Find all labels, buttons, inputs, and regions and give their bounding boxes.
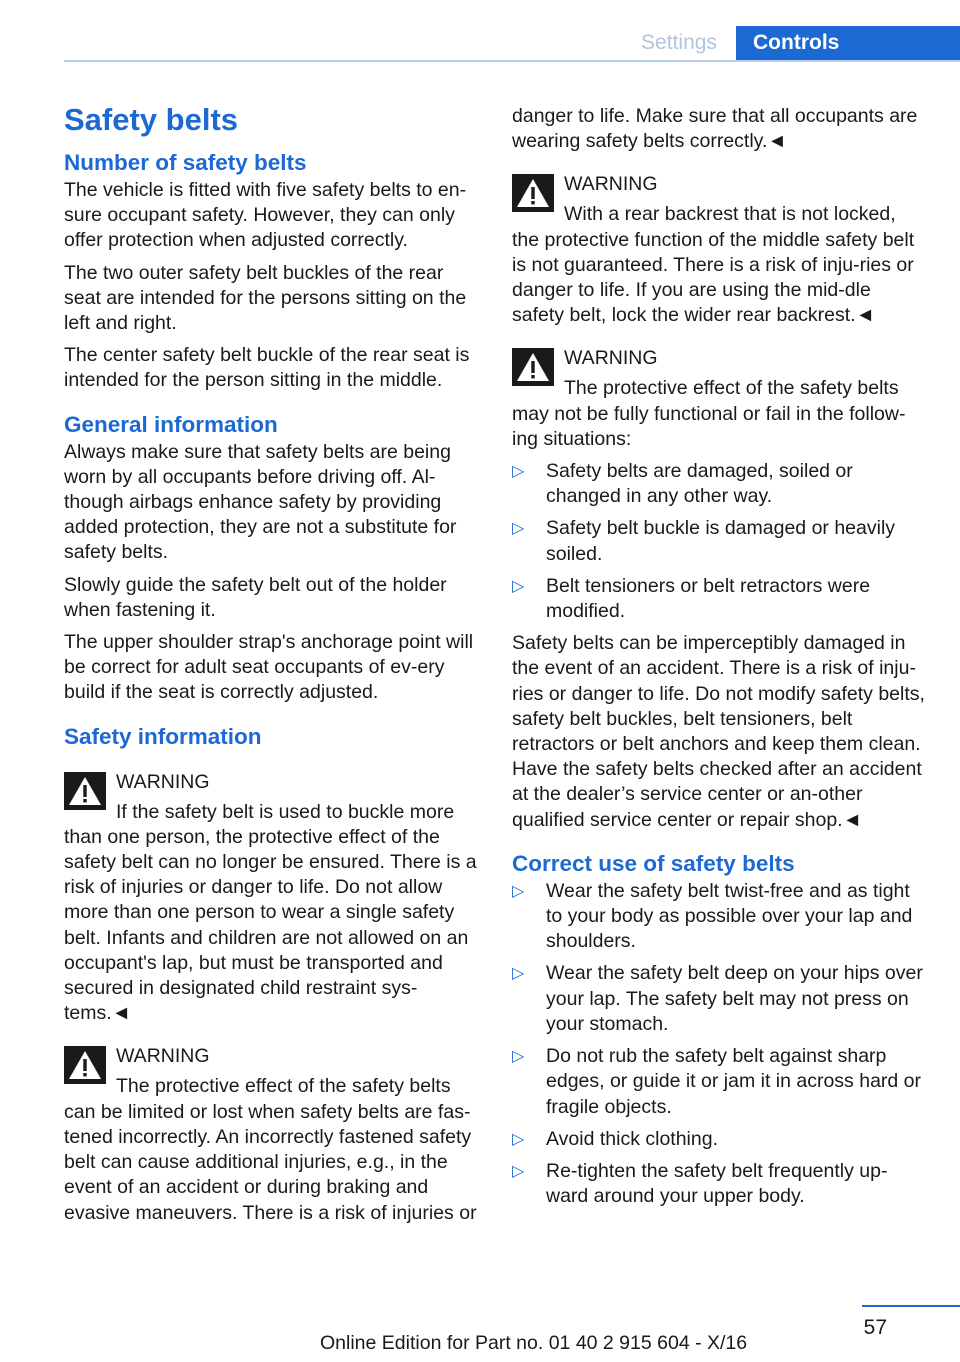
warning-label: WARNING	[116, 770, 210, 793]
warning-text: The protective effect of the safety belts may not be fully functional or fail in the follow‐ing situations:	[512, 377, 906, 450]
list-item: ▷ Safety belt buckle is damaged or heavily soiled.	[512, 517, 896, 565]
header-divider	[64, 60, 960, 62]
bullet-triangle-icon: ▷	[512, 520, 525, 538]
paragraph: The vehicle is fitted with five safety belts to en‐sure occupant safety. However, they can only offer protection when adjusted correctly.	[64, 179, 467, 252]
tab-settings[interactable]: Settings	[641, 31, 717, 54]
warning-label: WARNING	[116, 1045, 210, 1068]
warning-triangle-icon	[64, 1046, 106, 1084]
paragraph: The two outer safety belt buckles of the rear seat are intended for the persons sitting on the left and right.	[64, 261, 467, 335]
bullet-triangle-icon: ▷	[512, 1162, 525, 1180]
list-item: ▷ Wear the safety belt deep on your hips over your lap. The safety belt may not press on your stomach.	[512, 962, 923, 1035]
list-item: ▷ Safety belts are damaged, soiled or changed in any other way.	[512, 460, 853, 508]
warning-block	[64, 1042, 480, 1225]
paragraph: Slowly guide the safety belt out of the holder when fastening it.	[64, 573, 447, 621]
paragraph: Safety belts can be imperceptibly damaged in the event of an accident. There is a risk of inju‐ries or danger to life. Do not modify safety belts, safety belt buckles, belt tensioners, belt retractors or belt anchors and keep them clean. Have the safety belts checked after an accident at the dealer’s service center or an‐other qualified service center or repair shop.◄	[512, 632, 925, 831]
footer-edition-text: Online Edition for Part no. 01 40 2 915 604 - X/16	[320, 1332, 748, 1354]
paragraph: danger to life. Make sure that all occupants are wearing safety belts correctly.◄	[512, 105, 918, 153]
warning-text: The protective effect of the safety belts can be limited or lost when safety belts are fas‐tened incorrectly. An incorrectly fastened safety belt can cause additional injuries, e.g., in the event of an accident or during braking and evasive maneuvers. There is a risk of injuries or	[64, 1075, 477, 1224]
bullet-triangle-icon: ▷	[512, 882, 525, 900]
bullet-list-correct-use	[512, 879, 928, 1209]
section-heading-number-of-belts: Number of safety belts	[64, 150, 307, 175]
section-heading-general-information: General information	[64, 411, 278, 437]
warning-triangle-icon	[512, 348, 554, 386]
bullet-triangle-icon: ▷	[512, 463, 525, 481]
warning-triangle-icon	[64, 772, 106, 810]
right-column	[512, 104, 928, 1216]
warning-label: WARNING	[564, 173, 658, 196]
paragraph: Always make sure that safety belts are being worn by all occupants before driving off. Al‐though airbags enhance safety by providing added protection, they are not a substitute for safety belts.	[64, 440, 457, 564]
bullet-triangle-icon: ▷	[512, 1048, 525, 1066]
page-number: 57	[863, 1316, 887, 1339]
list-item: ▷ Avoid thick clothing.	[512, 1127, 928, 1152]
left-column	[64, 100, 480, 1233]
list-item: ▷ Wear the safety belt twist-free and as tight to your body as possible over your lap and shoulders.	[512, 879, 913, 953]
warning-block	[64, 768, 480, 1027]
warning-text: If the safety belt is used to buckle more than one person, the protective effect of the safety belt can no longer be ensured. There is a risk of injuries or danger to life. Do not allow more than one person to wear a single safety belt. Infants and children are not allowed on an occupant's lap, but must be transported and secured in designated child restraint sys‐tems.◄	[64, 800, 477, 1025]
list-item: ▷ Re-tighten the safety belt frequently up‐ward around your upper body.	[512, 1159, 888, 1208]
paragraph: The center safety belt buckle of the rear seat is intended for the person sitting in the middle.	[64, 344, 470, 392]
bullet-triangle-icon: ▷	[512, 1130, 525, 1148]
footer-divider	[862, 1305, 960, 1307]
warning-block	[512, 170, 928, 328]
warning-triangle-icon	[512, 174, 554, 212]
tab-controls[interactable]: Controls	[736, 26, 960, 62]
warning-block	[512, 344, 928, 452]
bullet-list-failure-situations	[512, 459, 928, 624]
bullet-triangle-icon: ▷	[512, 965, 525, 983]
bullet-triangle-icon: ▷	[512, 577, 525, 595]
paragraph: The upper shoulder strap's anchorage point will be correct for adult seat occupants of ev‐ery build if the seat is correctly adjusted.	[64, 631, 474, 704]
section-heading-safety-information: Safety information	[64, 723, 262, 749]
page-title: Safety belts	[64, 102, 239, 137]
section-heading-correct-use: Correct use of safety belts	[512, 850, 795, 876]
list-item: ▷ Belt tensioners or belt retractors were modified.	[512, 574, 871, 623]
list-item: ▷ Do not rub the safety belt against sharp edges, or guide it or jam it in across hard or fragile objects.	[512, 1045, 922, 1118]
warning-text: With a rear backrest that is not locked, the protective function of the middle safety belt is not guaranteed. There is a risk of inju‐ries or danger to life. If you are using the mid‐dle safety belt, lock the wider rear backrest.◄	[512, 203, 915, 327]
warning-label: WARNING	[564, 347, 658, 370]
